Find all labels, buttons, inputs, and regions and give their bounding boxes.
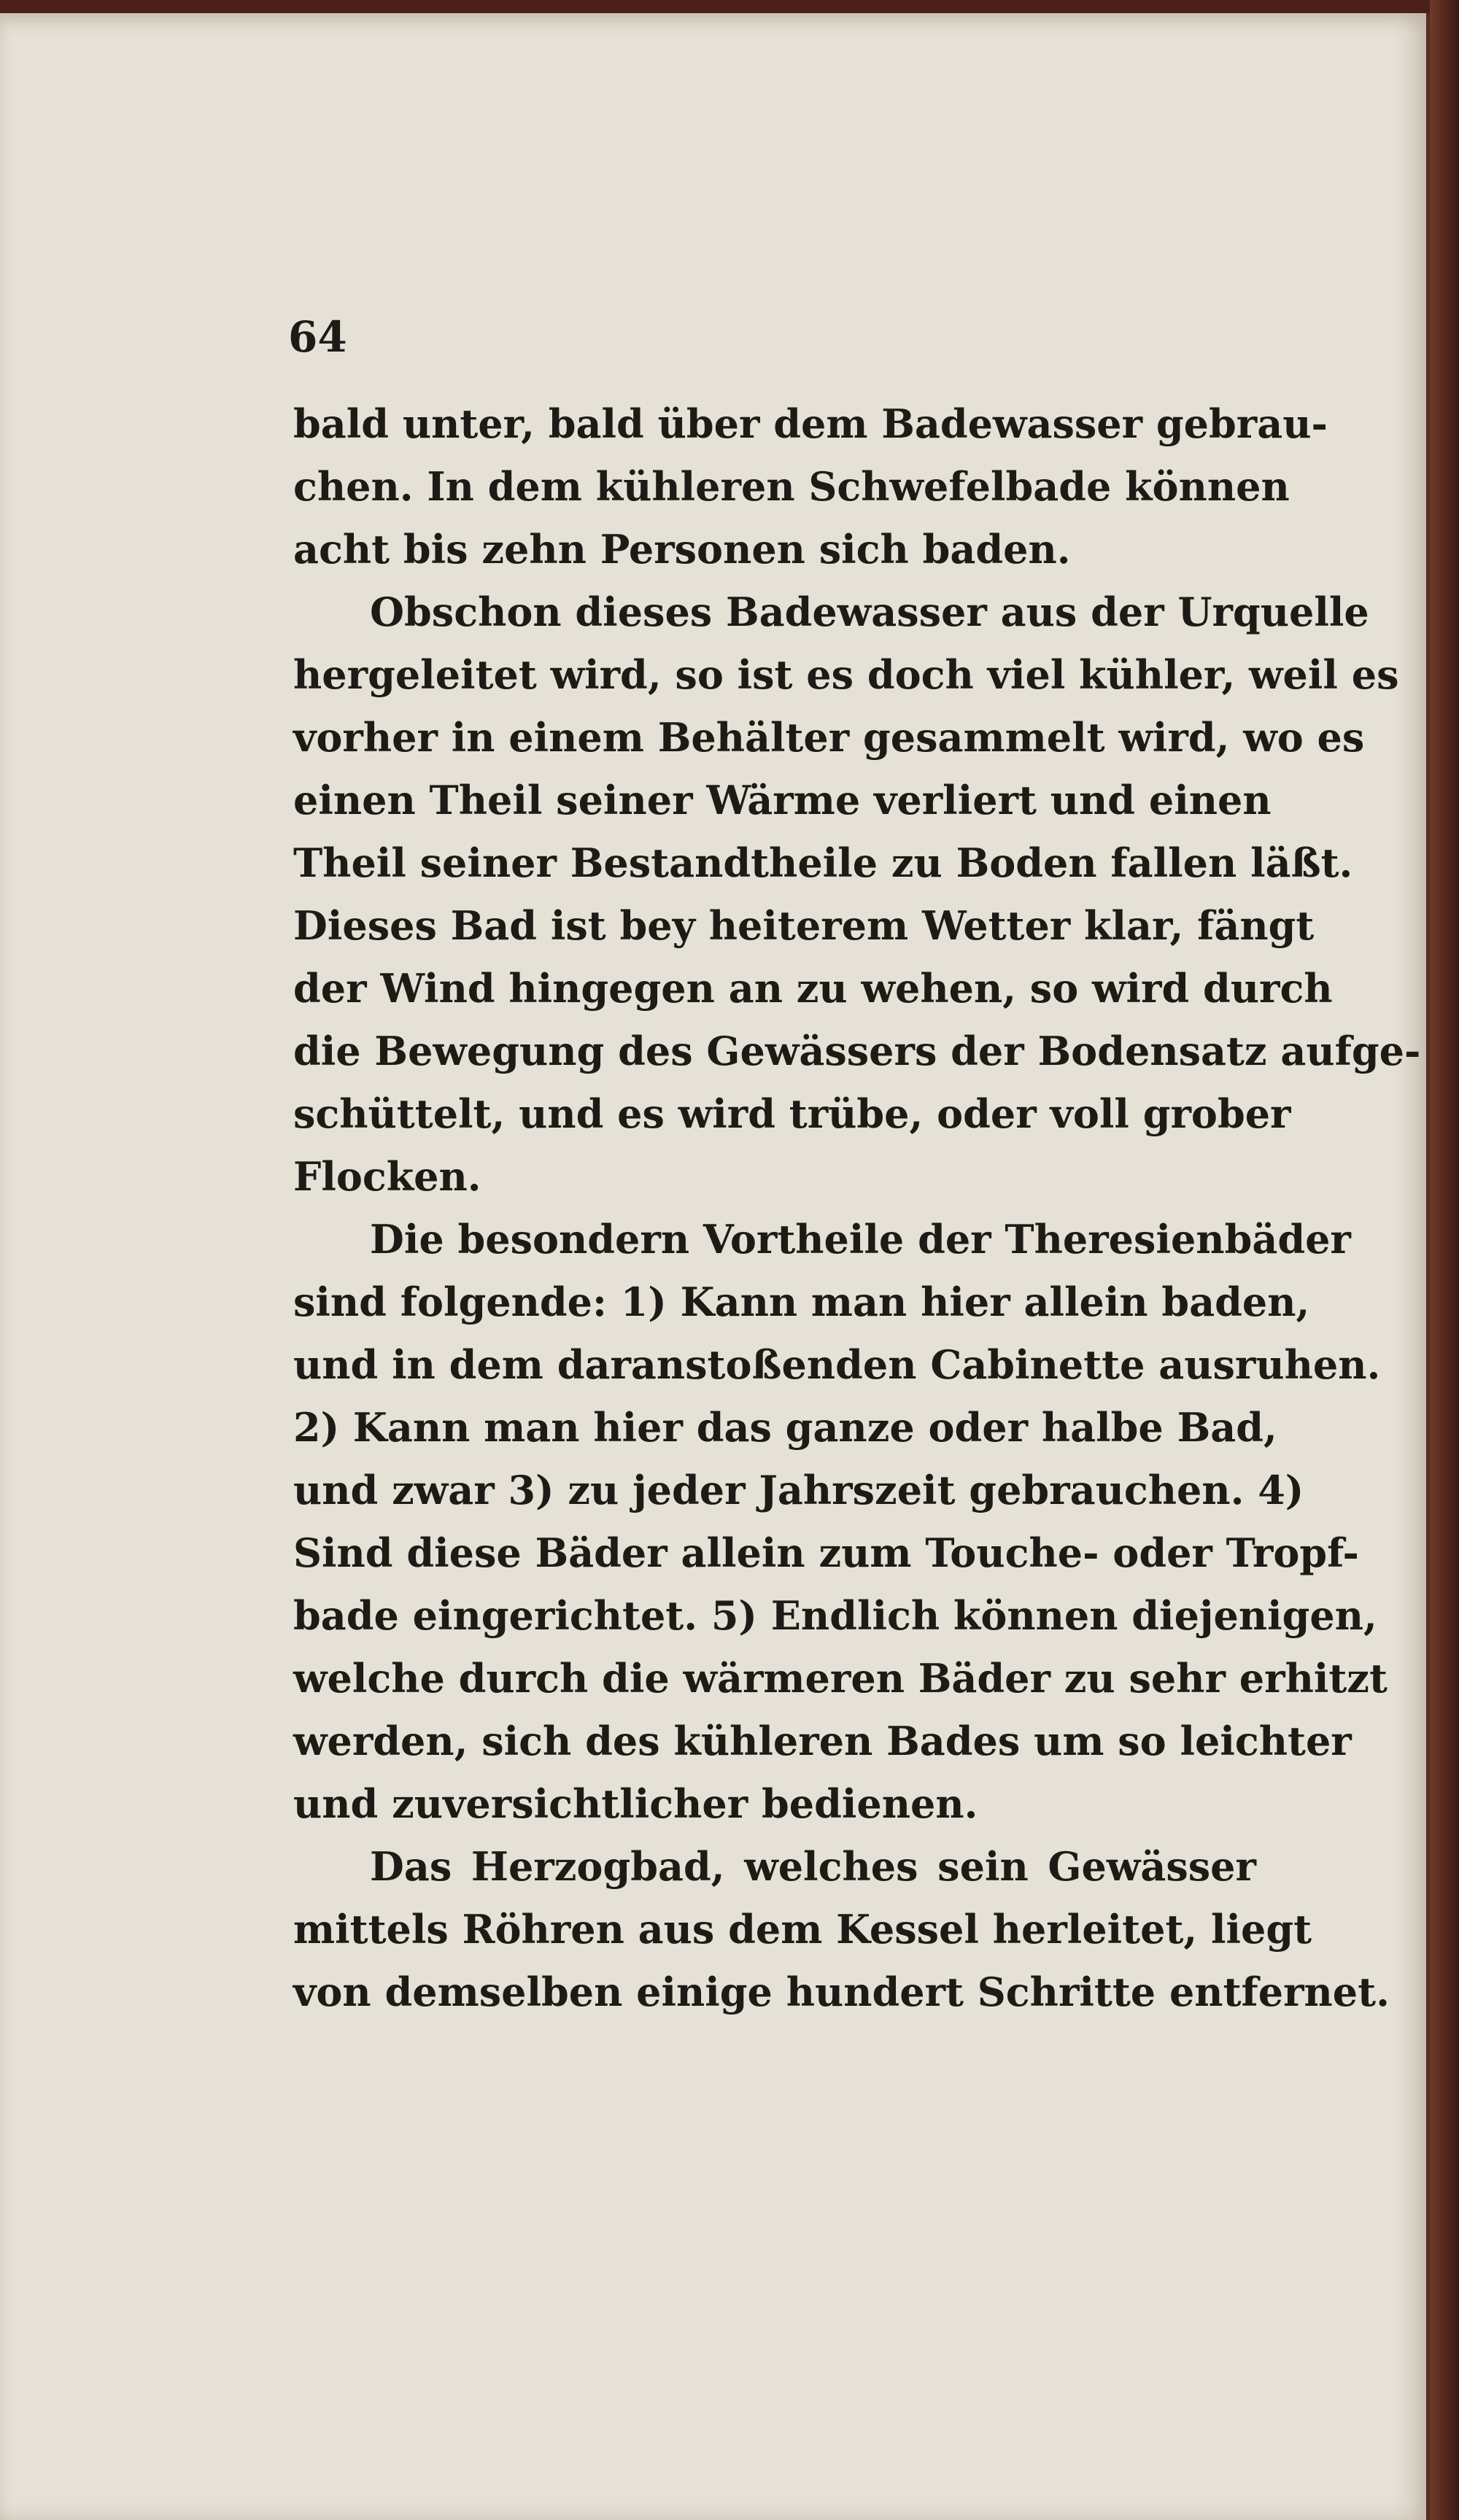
text-line: und zwar 3) zu jeder Jahrszeit gebrauchen. 4) <box>293 1467 1304 1513</box>
text-line: der Wind hingegen an zu wehen, so wird durch <box>293 965 1333 1012</box>
book-edge-top <box>0 0 1459 13</box>
text-line: bald unter, bald über dem Badewasser gebrau- <box>293 400 1328 447</box>
text-line: Sind diese Bäder allein zum Touche- oder Tropf- <box>293 1530 1359 1576</box>
text-line: und zuversichtlicher bedienen. <box>293 1780 978 1827</box>
text-line: bade eingerichtet. 5) Endlich können diejenigen, <box>293 1592 1377 1639</box>
text-line: werden, sich des kühleren Bades um so leichter <box>293 1718 1352 1764</box>
book-page <box>0 13 1426 2520</box>
text-line: und in dem daranstoßenden Cabinette ausruhen. <box>293 1341 1381 1388</box>
paragraph-1 <box>293 392 1328 581</box>
paragraph-2 <box>293 581 1421 1208</box>
text-line: Flocken. <box>293 1153 481 1200</box>
text-line: acht bis zehn Personen sich baden. <box>293 526 1071 573</box>
text-line: einen Theil seiner Wärme verliert und einen <box>293 777 1272 823</box>
text-line: vorher in einem Behälter gesammelt wird, wo es <box>293 714 1365 761</box>
text-line: Obschon dieses Badewasser aus der Urquelle <box>370 589 1369 635</box>
text-line: schüttelt, und es wird trübe, oder voll grober <box>293 1090 1291 1137</box>
text-line: Dieses Bad ist bey heiterem Wetter klar, fängt <box>293 902 1315 949</box>
text-line: Das Herzogbad, welches sein Gewässer <box>370 1843 1256 1890</box>
page-number: 64 <box>288 312 347 362</box>
text-line: sind folgende: 1) Kann man hier allein baden, <box>293 1279 1310 1325</box>
text-line: Theil seiner Bestandtheile zu Boden fallen läßt. <box>293 840 1353 886</box>
text-line: welche durch die wärmeren Bäder zu sehr erhitzt <box>293 1655 1388 1702</box>
text-line: die Bewegung des Gewässers der Bodensatz aufge- <box>293 1028 1421 1074</box>
paragraph-3 <box>293 1208 1388 1835</box>
text-line: mittels Röhren aus dem Kessel herleitet, liegt <box>293 1906 1312 1953</box>
text-line: chen. In dem kühleren Schwefelbade können <box>293 463 1290 510</box>
book-edge-right <box>1430 0 1459 2520</box>
text-line: von demselben einige hundert Schritte entfernet. <box>293 1969 1390 2015</box>
text-line: hergeleitet wird, so ist es doch viel kühler, weil es <box>293 651 1399 698</box>
text-block <box>293 392 1421 2023</box>
paragraph-4 <box>293 1835 1390 2023</box>
text-line: Die besondern Vortheile der Theresienbäder <box>370 1216 1351 1263</box>
text-line: 2) Kann man hier das ganze oder halbe Bad, <box>293 1404 1277 1451</box>
